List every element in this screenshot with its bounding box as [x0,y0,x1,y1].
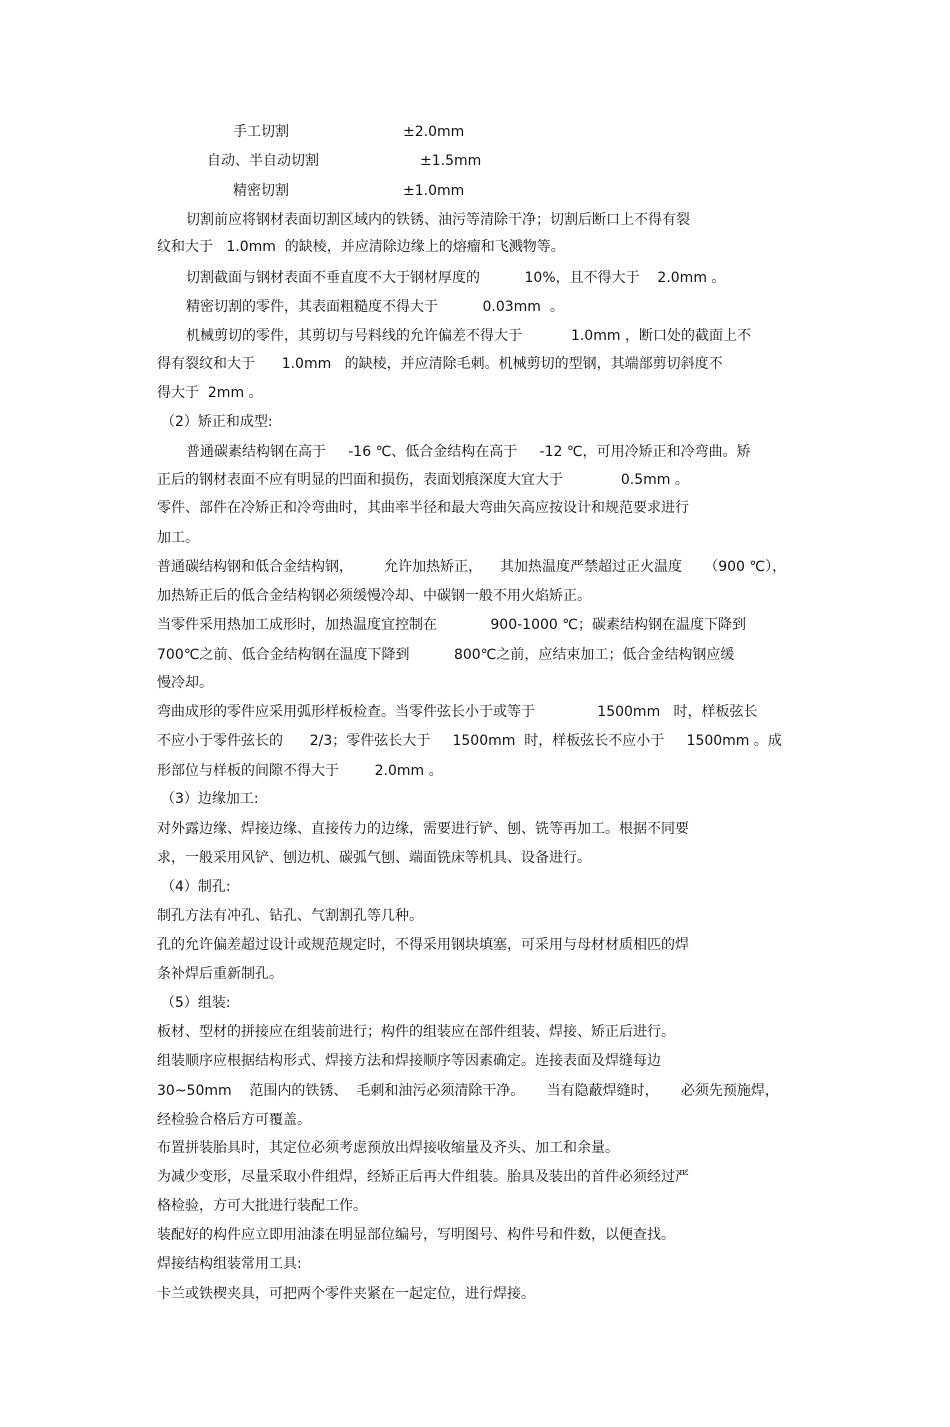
paragraph-line: 格检验，方可大批进行装配工作。 [157,1198,367,1214]
paragraph-line: 孔的允许偏差超过设计或规范规定时，不得采用钢块填塞，可采用与母材材质相匹的焊 [157,937,689,953]
paragraph-line: 形部位与样板的间隙不得大于 2.0mm 。 [157,763,443,779]
paragraph-line: 经检验合格后方可覆盖。 [157,1112,311,1128]
paragraph-line: 加工。 [157,530,199,546]
paragraph-line: 精密切割的零件，其表面粗糙度不得大于 0.03mm 。 [186,299,564,315]
section-heading: （4）制孔: [161,879,231,895]
section-heading: （5）组装: [161,995,231,1011]
paragraph-line: 加热矫正后的低合金结构钢必须缓慢冷却、中碳钢一般不用火焰矫正。 [157,588,591,604]
tolerance-method: 手工切割 [233,124,289,140]
paragraph-line: 条补焊后重新制孔。 [157,966,283,982]
paragraph-line: 为减少变形，尽量采取小件组焊，经矫正后再大件组装。胎具及装出的首件必须经过严 [157,1169,689,1185]
tolerance-method: 自动、半自动切割 [207,153,319,169]
paragraph-line: 布置拼装胎具时，其定位必须考虑预放出焊接收缩量及齐头、加工和余量。 [157,1140,619,1156]
paragraph-line: 切割截面与钢材表面不垂直度不大于钢材厚度的 10%，且不得大于 2.0mm 。 [186,270,726,286]
paragraph-line: 得有裂纹和大于 1.0mm 的缺棱，并应清除毛刺。机械剪切的型钢，其端部剪切斜度不 [157,356,723,372]
tolerance-method: 精密切割 [233,183,289,199]
paragraph-line: 板材、型材的拼接应在组装前进行；构件的组装应在部件组装、焊接、矫正后进行。 [157,1024,675,1040]
tolerance-value: ±2.0mm [403,124,465,140]
paragraph-line: 纹和大于 1.0mm 的缺棱，并应清除边缘上的熔瘤和飞溅物等。 [157,239,565,255]
paragraph-line: 机械剪切的零件，其剪切与号料线的允许偏差不得大于 1.0mm ，断口处的截面上不 [186,328,751,344]
paragraph-line: 普通碳素结构钢在高于 -16 ℃、低合金结构在高于 -12 ℃，可用冷矫正和冷弯曲。矫 [186,444,751,460]
paragraph-line: 零件、部件在冷矫正和冷弯曲时，其曲率半径和最大弯曲矢高应按设计和规范要求进行 [157,500,689,516]
paragraph-line: 弯曲成形的零件应采用弧形样板检查。当零件弦长小于或等于 1500mm 时，样板弦长 [157,704,758,720]
paragraph-line: 慢冷却。 [157,675,213,691]
tolerance-value: ±1.5mm [420,153,482,169]
paragraph-line: 不应小于零件弦长的 2/3；零件弦长大于 1500mm 时，样板弦长不应小于 1500mm 。成 [157,733,782,749]
section-heading: （2）矫正和成型: [161,414,273,430]
paragraph-line: 30~50mm 范围内的铁锈、 毛刺和油污必须清除干净。 当有隐蔽焊缝时， 必须先预施焊， [157,1083,779,1099]
paragraph-line: 普通碳结构钢和低合金结构钢， 允许加热矫正， 其加热温度严禁超过正火温度 （900 ℃）， [157,559,787,575]
paragraph-line: 得大于 2mm 。 [157,385,263,401]
paragraph-line: 装配好的构件应立即用油漆在明显部位编号，写明图号、构件号和件数，以便查找。 [157,1227,675,1243]
paragraph-line: 卡兰或铁楔夹具，可把两个零件夹紧在一起定位，进行焊接。 [157,1286,535,1302]
paragraph-line: 当零件采用热加工成形时，加热温度宜控制在 900-1000 ℃；碳素结构钢在温度下降到 [157,617,746,633]
paragraph-line: 组装顺序应根据结构形式、焊接方法和焊接顺序等因素确定。连接表面及焊缝每边 [157,1053,661,1069]
paragraph-line: 正后的钢材表面不应有明显的凹面和损伤，表面划痕深度大宜大于 0.5mm 。 [157,472,689,488]
paragraph-line: 切割前应将钢材表面切割区域内的铁锈、油污等清除干净；切割后断口上不得有裂 [186,212,690,228]
section-heading: （3）边缘加工: [161,791,259,807]
paragraph-line: 求，一般采用风铲、刨边机、碳弧气刨、端面铣床等机具、设备进行。 [157,850,591,866]
paragraph-line: 焊接结构组装常用工具: [157,1256,302,1272]
paragraph-line: 700℃之前、低合金结构钢在温度下降到 800℃之前，应结束加工；低合金结构钢应缓 [157,647,735,663]
tolerance-value: ±1.0mm [403,183,465,199]
paragraph-line: 制孔方法有冲孔、钻孔、气割割孔等几种。 [157,908,423,924]
paragraph-line: 对外露边缘、焊接边缘、直接传力的边缘，需要进行铲、刨、铣等再加工。根据不同要 [157,821,689,837]
